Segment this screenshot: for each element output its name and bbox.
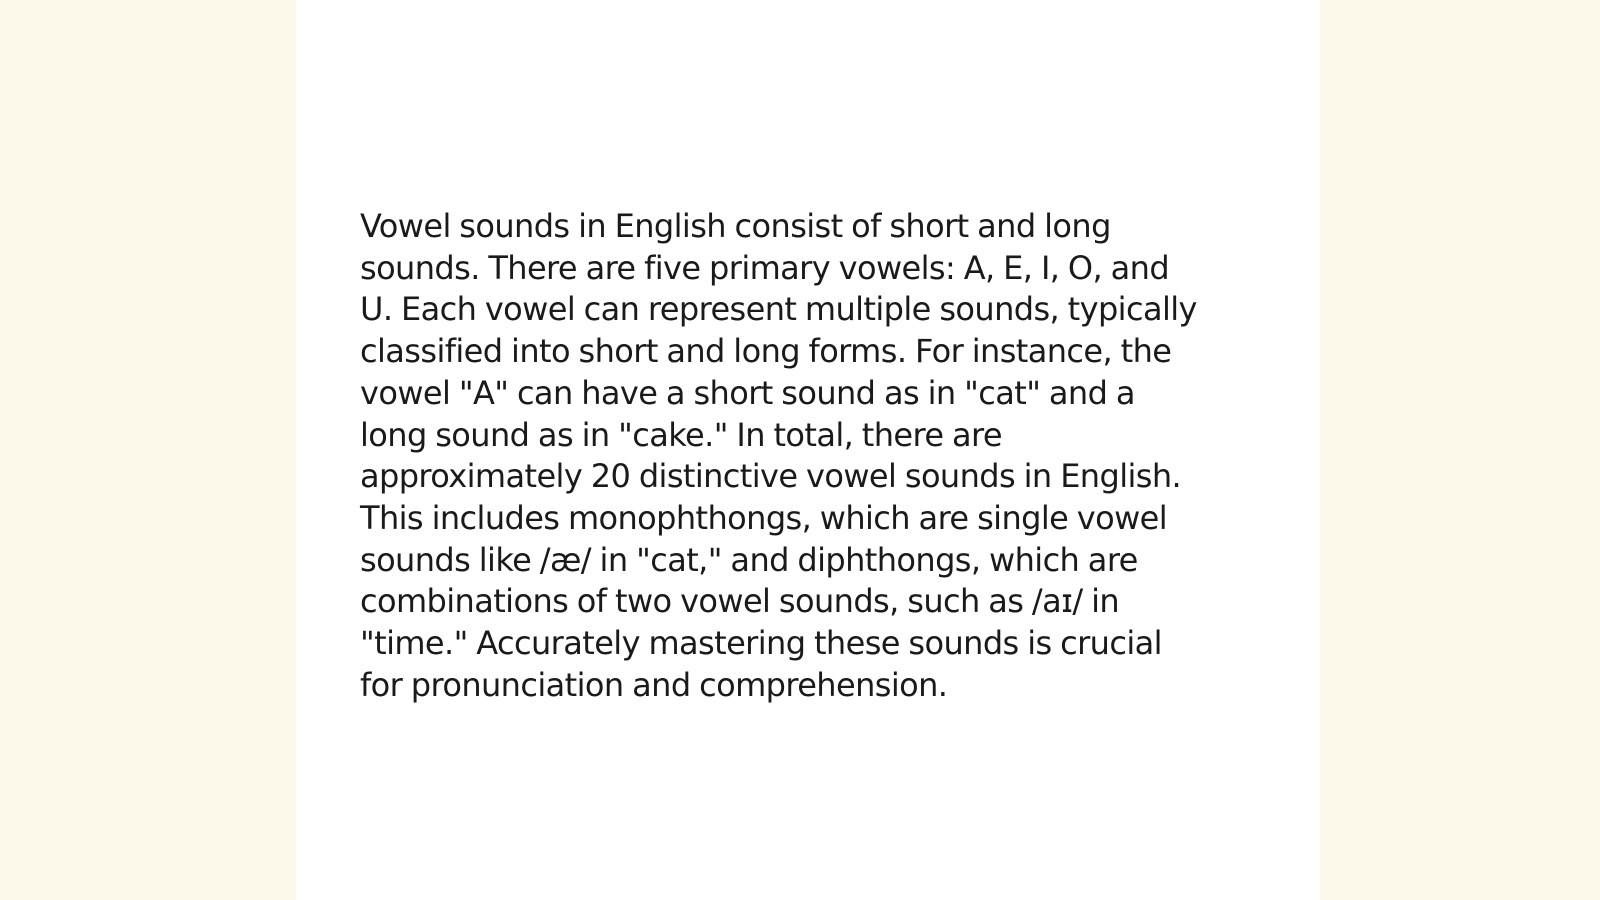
passage-line: U. Each vowel can represent multiple sounds, typically	[360, 290, 1197, 329]
passage-line: for pronunciation and comprehension.	[360, 665, 948, 704]
passage-line: long sound as in "cake." In total, there are	[360, 415, 1002, 454]
passage-line: vowel "A" can have a short sound as in "cat" and a	[360, 373, 1135, 412]
passage-line: approximately 20 distinctive vowel sounds in English.	[360, 457, 1182, 496]
passage-line: "time." Accurately mastering these sounds is crucial	[360, 624, 1162, 663]
document-page	[296, 0, 1320, 900]
passage-line: combinations of two vowel sounds, such as /aɪ/ in	[360, 582, 1120, 621]
passage-line: sounds like /æ/ in "cat," and diphthongs, which are	[360, 540, 1138, 579]
passage-line: Vowel sounds in English consist of short and long	[360, 207, 1111, 245]
passage-line: classified into short and long forms. For instance, the	[360, 332, 1172, 371]
text-passage	[360, 206, 1260, 706]
passage-line: This includes monophthongs, which are single vowel	[360, 498, 1168, 537]
passage-line: sounds. There are five primary vowels: A, E, I, O, and	[360, 248, 1170, 287]
